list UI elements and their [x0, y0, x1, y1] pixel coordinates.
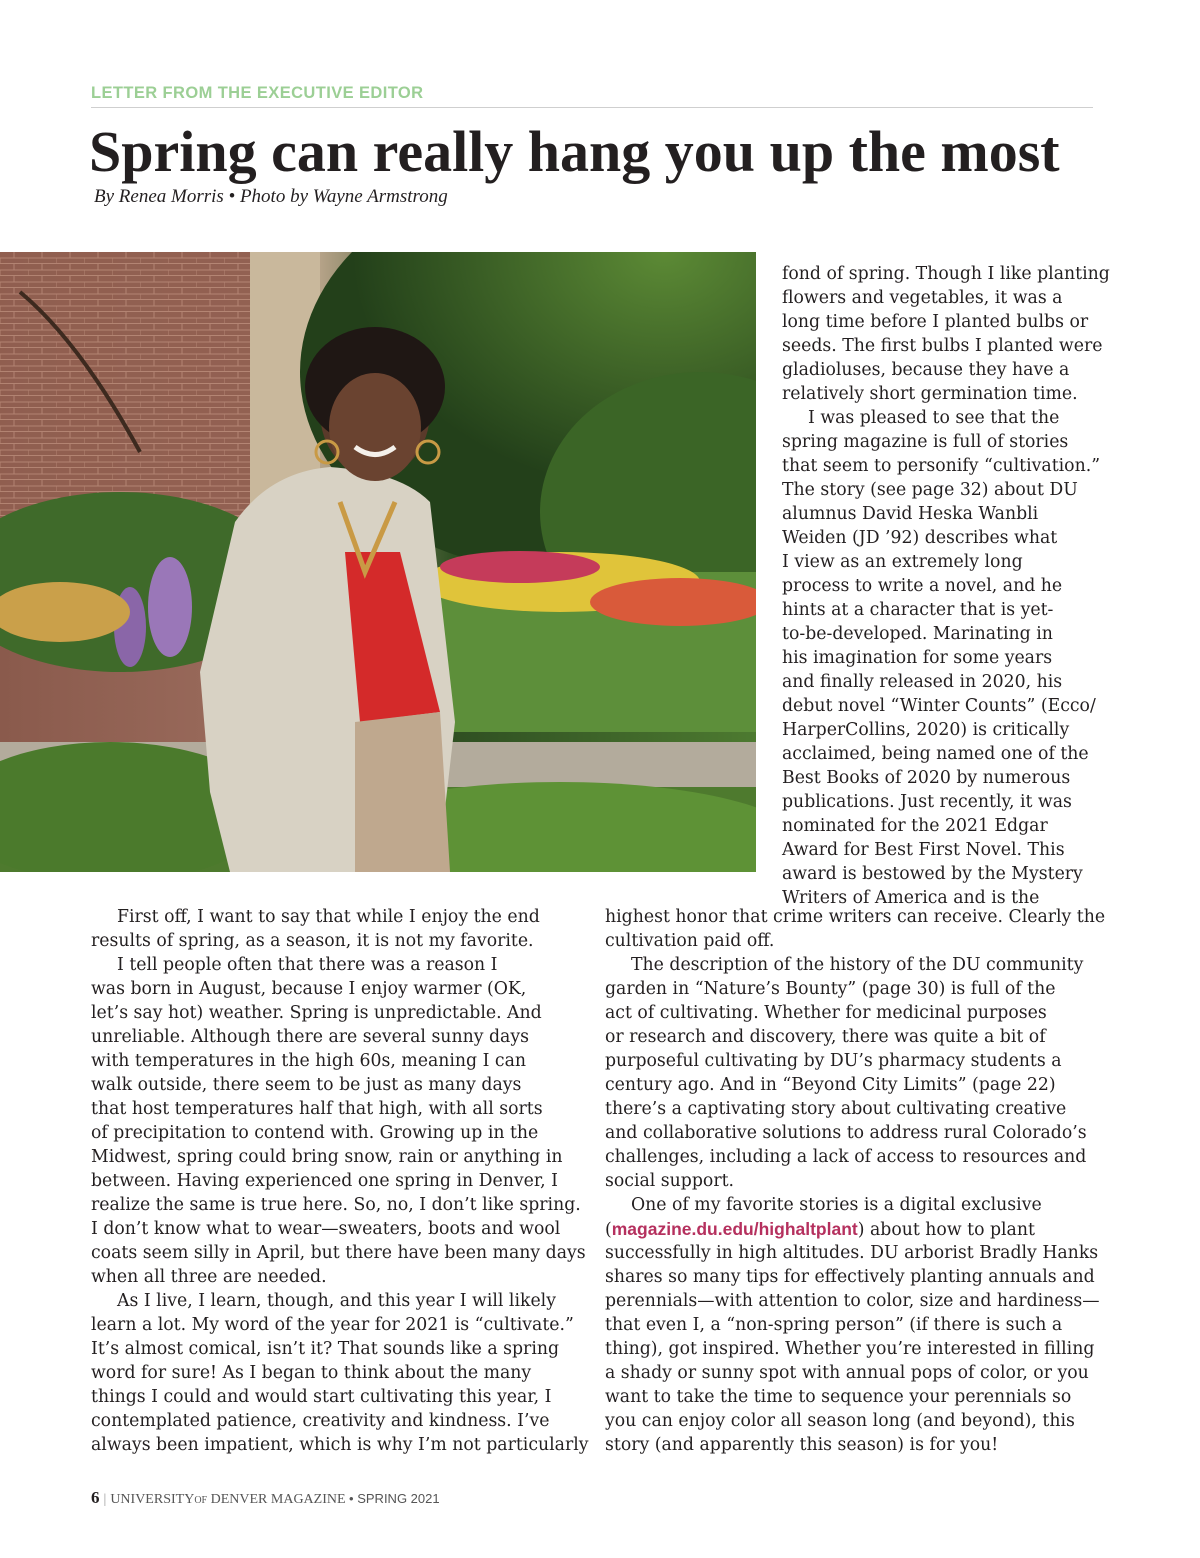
- article-line: coats seem silly in April, but there have been many days: [91, 1243, 586, 1263]
- article-line: thing), got inspired. Whether you’re interested in filling: [605, 1339, 1095, 1359]
- article-line: highest honor that crime writers can receive. Clearly the: [605, 907, 1106, 927]
- article-line: purposeful cultivating by DU’s pharmacy students a: [605, 1051, 1062, 1071]
- article-line: of precipitation to contend with. Growing up in the: [91, 1123, 539, 1143]
- article-line: I view as an extremely long: [782, 552, 1023, 572]
- article-line: act of cultivating. Whether for medicinal purposes: [605, 1003, 1047, 1023]
- article-line: First off, I want to say that while I enjoy the end: [117, 907, 540, 927]
- article-line: The description of the history of the DU community: [631, 955, 1084, 975]
- article-column-right-bottom: [605, 905, 1105, 1457]
- article-line: results of spring, as a season, it is not my favorite.: [91, 931, 534, 951]
- article-line: was born in August, because I enjoy warmer (OK,: [91, 979, 527, 999]
- article-column-left: [91, 905, 589, 1457]
- article-line: century ago. And in “Beyond City Limits” (page 22): [605, 1075, 1056, 1095]
- article-line: debut novel “Winter Counts” (Ecco/: [782, 696, 1096, 716]
- article-line: and collaborative solutions to address rural Colorado’s: [605, 1123, 1087, 1143]
- article-line: fond of spring. Though I like planting: [782, 264, 1110, 284]
- article-line: long time before I planted bulbs or: [782, 312, 1089, 332]
- article-line: spring magazine is full of stories: [782, 432, 1069, 452]
- article-line: relatively short germination time.: [782, 384, 1078, 404]
- article-line: cultivation paid off.: [605, 931, 775, 951]
- article-line: HarperCollins, 2020) is critically: [782, 720, 1070, 740]
- article-line: I don’t know what to wear—sweaters, boots and wool: [91, 1219, 561, 1239]
- article-line: when all three are needed.: [91, 1267, 327, 1287]
- publication-name-rest: DENVER MAGAZINE: [210, 1492, 346, 1507]
- article-line: I tell people often that there was a reason I: [117, 955, 498, 975]
- article-line: unreliable. Although there are several sunny days: [91, 1027, 529, 1047]
- article-line: that host temperatures half that high, with all sorts: [91, 1099, 543, 1119]
- article-line: nominated for the 2021 Edgar: [782, 816, 1048, 836]
- article-line: his imagination for some years: [782, 648, 1053, 668]
- article-line: publications. Just recently, it was: [782, 792, 1072, 812]
- article-column-right-top: [782, 262, 1110, 910]
- article-line: successfully in high altitudes. DU arborist Bradly Hanks: [605, 1243, 1099, 1263]
- highaltplant-link[interactable]: magazine.du.edu/highaltplant: [611, 1219, 858, 1239]
- article-line: and finally released in 2020, his: [782, 672, 1063, 692]
- article-line: to-be-developed. Marinating in: [782, 624, 1053, 644]
- publication-name-of: OF: [194, 1495, 208, 1506]
- article-line: always been impatient, which is why I’m not particularly: [91, 1435, 589, 1455]
- article-line: acclaimed, being named one of the: [782, 744, 1089, 764]
- publication-name: UNIVERSITY: [110, 1492, 195, 1507]
- article-line: shares so many tips for effectively planting annuals and: [605, 1267, 1095, 1287]
- portrait-photo: [0, 252, 756, 872]
- article-line: learn a lot. My word of the year for 2021 is “cultivate.”: [91, 1315, 574, 1335]
- article-line: It’s almost comical, isn’t it? That sounds like a spring: [91, 1339, 560, 1359]
- article-line: hints at a character that is yet-: [782, 600, 1054, 620]
- article-line: that seem to personify “cultivation.”: [782, 456, 1101, 476]
- article-line: One of my favorite stories is a digital exclusive: [631, 1195, 1042, 1215]
- article-line: between. Having experienced one spring in Denver, I: [91, 1171, 558, 1191]
- article-line: As I live, I learn, though, and this year I will likely: [117, 1291, 556, 1311]
- footer-separator: |: [103, 1492, 107, 1507]
- article-line: story (and apparently this season) is for you!: [605, 1435, 999, 1455]
- header-divider: [91, 107, 1093, 108]
- article-line: let’s say hot) weather. Spring is unpredictable. And: [91, 1003, 542, 1023]
- article-line: process to write a novel, and he: [782, 576, 1063, 596]
- article-line: Best Books of 2020 by numerous: [782, 768, 1071, 788]
- article-line: with temperatures in the high 60s, meaning I can: [91, 1051, 527, 1071]
- link-paren: (: [605, 1220, 612, 1240]
- article-line: Weiden (JD ’92) describes what: [782, 528, 1058, 548]
- article-line: challenges, including a lack of access to resources and: [605, 1147, 1087, 1167]
- article-line: Writers of America and is the: [782, 888, 1040, 908]
- link-trailing-text: ) about how to plant: [857, 1220, 1035, 1240]
- article-line: there’s a captivating story about cultivating creative: [605, 1099, 1067, 1119]
- article-line: flowers and vegetables, it was a: [782, 288, 1063, 308]
- article-line: you can enjoy color all season long (and beyond), this: [605, 1411, 1075, 1431]
- article-line: contemplated patience, creativity and kindness. I’ve: [91, 1411, 550, 1431]
- article-line: perennials—with attention to color, size and hardiness—: [605, 1291, 1100, 1311]
- article-line: gladioluses, because they have a: [782, 360, 1070, 380]
- article-line: Midwest, spring could bring snow, rain or anything in: [91, 1147, 563, 1167]
- article-line: word for sure! As I began to think about the many: [91, 1363, 532, 1383]
- article-line: things I could and would start cultivating this year, I: [91, 1387, 552, 1407]
- article-line: seeds. The first bulbs I planted were: [782, 336, 1103, 356]
- issue-season: • SPRING 2021: [349, 1491, 440, 1506]
- page-title: Spring can really hang you up the most: [89, 119, 1060, 184]
- article-line: or research and discovery, there was quite a bit of: [605, 1027, 1046, 1047]
- page-number: 6: [91, 1488, 100, 1507]
- article-line: a shady or sunny spot with annual pops of color, or you: [605, 1363, 1089, 1383]
- article-line: The story (see page 32) about DU: [782, 480, 1078, 500]
- article-line: garden in “Nature’s Bounty” (page 30) is full of the: [605, 979, 1056, 999]
- article-line: want to take the time to sequence your perennials so: [605, 1387, 1072, 1407]
- page-footer: [91, 1488, 440, 1508]
- article-line: I was pleased to see that the: [808, 408, 1060, 428]
- article-line: Award for Best First Novel. This: [782, 840, 1065, 860]
- article-line: that even I, a “non-spring person” (if there is such a: [605, 1315, 1063, 1335]
- article-line: alumnus David Heska Wanbli: [782, 504, 1039, 524]
- article-line: award is bestowed by the Mystery: [782, 864, 1083, 884]
- article-line-with-link: [605, 1217, 1105, 1241]
- byline: By Renea Morris • Photo by Wayne Armstrong: [94, 186, 448, 207]
- section-kicker: LETTER FROM THE EXECUTIVE EDITOR: [91, 84, 424, 102]
- article-line: walk outside, there seem to be just as many days: [91, 1075, 522, 1095]
- article-line: social support.: [605, 1171, 735, 1191]
- article-line: realize the same is true here. So, no, I don’t like spring.: [91, 1195, 581, 1215]
